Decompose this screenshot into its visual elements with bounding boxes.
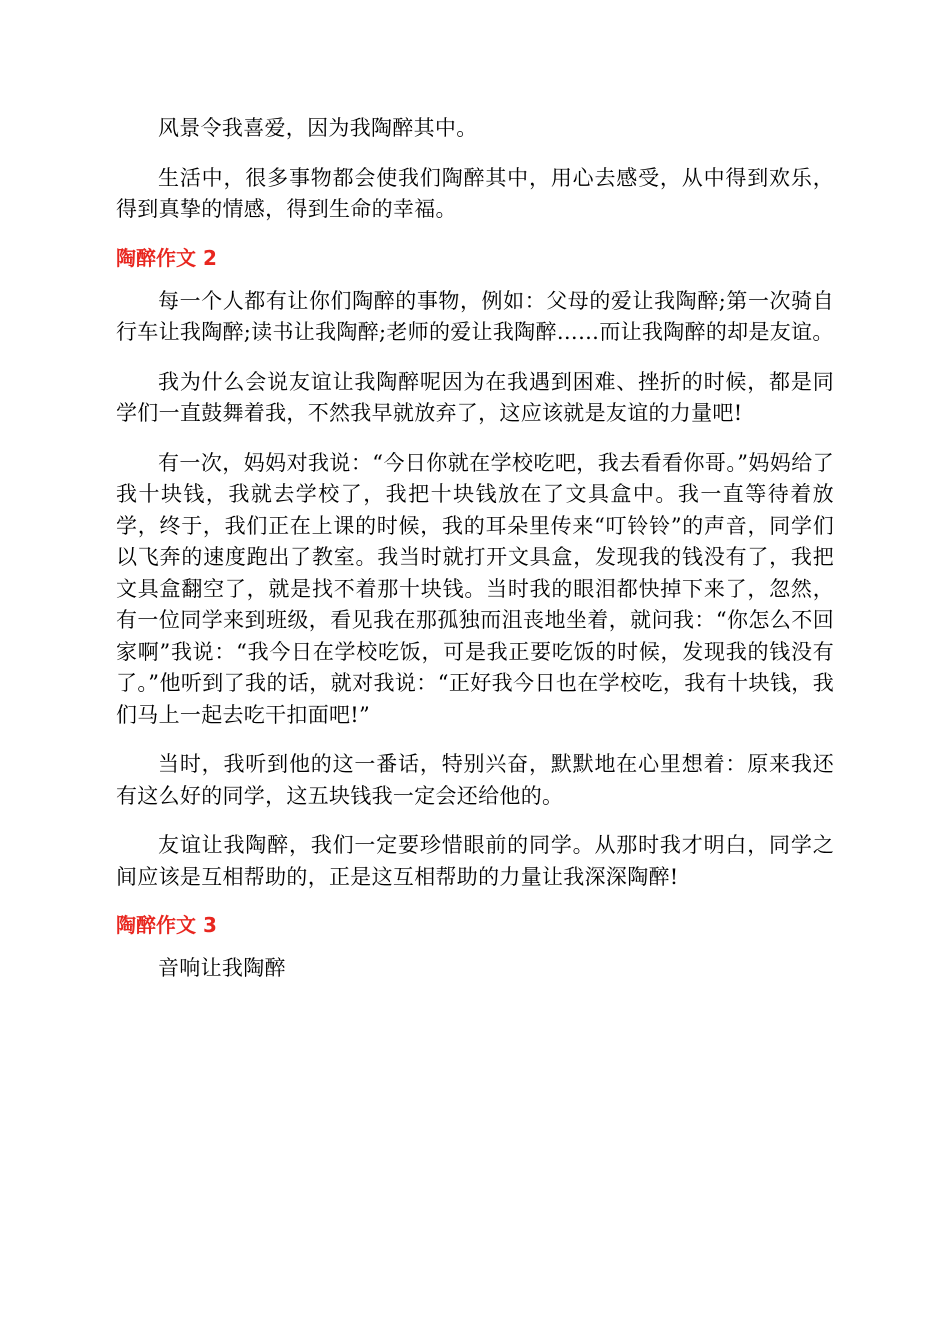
section-heading: 陶醉作文 2 (116, 245, 217, 270)
paragraph: 每一个人都有让你们陶醉的事物，例如：父母的爱让我陶醉;第一次骑自行车让我陶醉;读书让我陶醉;老师的爱让我陶醉……而让我陶醉的却是友谊。 (116, 288, 834, 344)
paragraph: 风景令我喜爱，因为我陶醉其中。 (158, 116, 478, 140)
paragraph: 有一次，妈妈对我说：“今日你就在学校吃吧，我去看看你哥。”妈妈给了我十块钱，我就去学校了，我把十块钱放在了文具盒中。我一直等待着放学，终于，我们正在上课的时候，我的耳朵里传来“叮铃铃”的声音，同学们以飞奔的速度跑出了教室。我当时就打开文具盒，发现我的钱没有了，我把文具盒翻空了，就是找不着那十块钱。当时我的眼泪都快掉下来了，忽然，有一位同学来到班级，看见我在那孤独而沮丧地坐着，就问我：“你怎么不回家啊”我说：“我今日在学校吃饭，可是我正要吃饭的时候，发现我的钱没有了。”他听到了我的话，就对我说：“正好我今日也在学校吃，我有十块钱，我们马上一起去吃干扣面吧!” (116, 450, 834, 727)
paragraph: 我为什么会说友谊让我陶醉呢因为在我遇到困难、挫折的时候，都是同学们一直鼓舞着我，不然我早就放弃了，这应该就是友谊的力量吧! (116, 369, 834, 425)
paragraph: 当时，我听到他的这一番话，特别兴奋，默默地在心里想着：原来我还有这么好的同学，这五块钱我一定会还给他的。 (116, 752, 834, 808)
paragraph: 友谊让我陶醉，我们一定要珍惜眼前的同学。从那时我才明白，同学之间应该是互相帮助的，正是这互相帮助的力量让我深深陶醉! (116, 833, 834, 889)
paragraph: 生活中，很多事物都会使我们陶醉其中，用心去感受，从中得到欢乐，得到真挚的情感，得到生命的幸福。 (116, 165, 834, 221)
section-heading: 陶醉作文 3 (116, 913, 217, 937)
document-page (116, 113, 834, 1003)
paragraph: 音响让我陶醉 (158, 956, 286, 980)
